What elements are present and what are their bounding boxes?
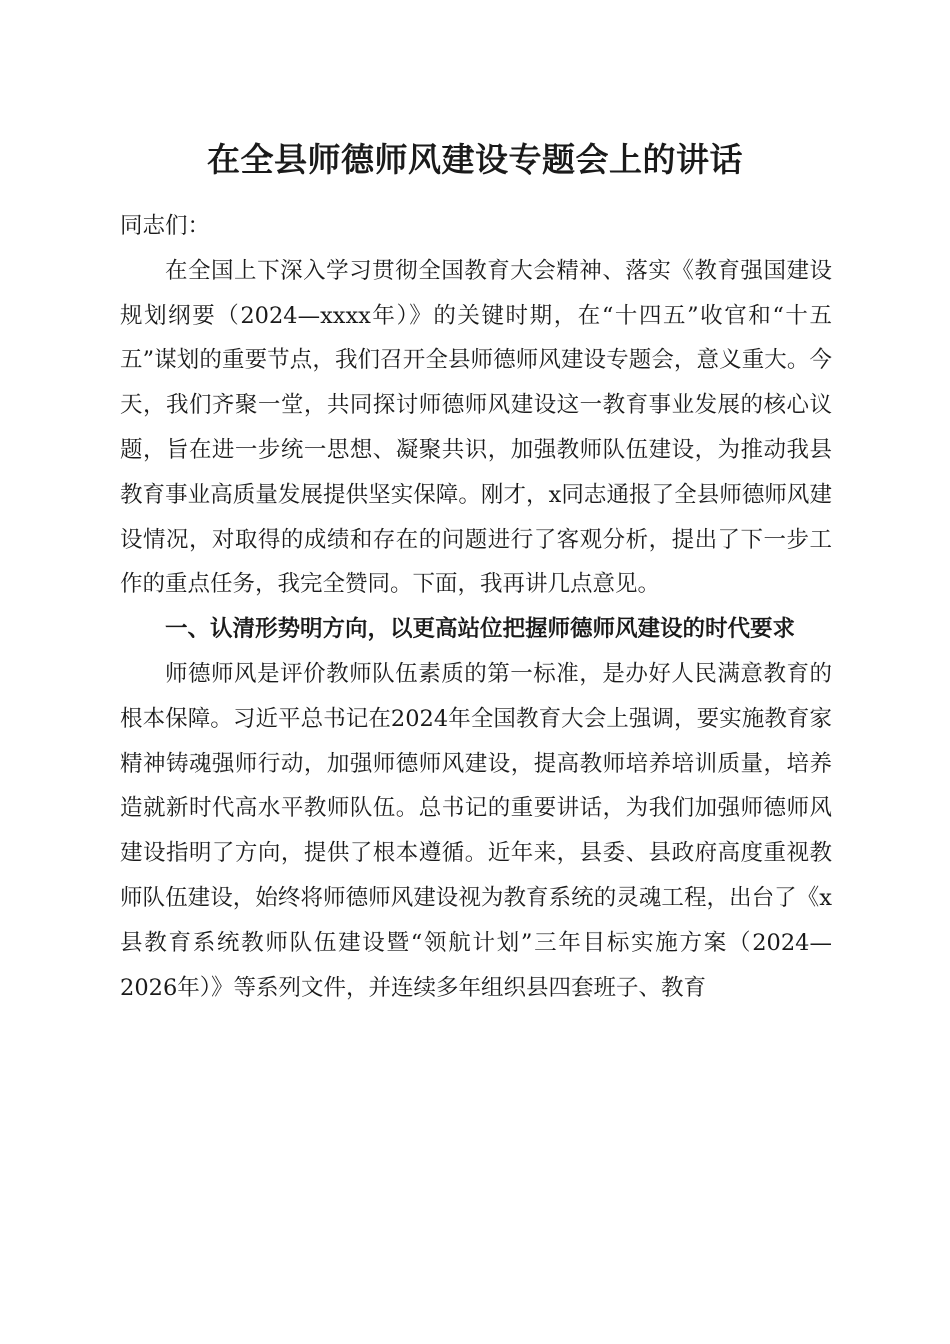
section-heading: 一、认清形势明方向，以更高站位把握师德师风建设的时代要求 (165, 616, 796, 643)
body-paragraph: 在全国上下深入学习贯彻全国教育大会精神、落实《教育强国建设规划纲要（2024—xxxx年）》的关键时期，在“十四五”收官和“十五五”谋划的重要节点，我们召开全县师德师风建设专题会，意义重大。今天，我们齐聚一堂，共同探讨师德师风建设这一教育事业发展的核心议题，旨在进一步统一思想、凝聚共识，加强教师队伍建设，为推动我县教育事业高质量发展提供坚实保障。刚才，x同志通报了全县师德师风建设情况，对取得的成绩和存在的问题进行了客观分析，提出了下一步工作的重点任务，我完全赞同。下面，我再讲几点意见。 (120, 257, 832, 598)
body-paragraph: 师德师风是评价教师队伍素质的第一标准，是办好人民满意教育的根本保障。习近平总书记在2024年全国教育大会上强调，要实施教育家精神铸魂强师行动，加强师德师风建设，提高教师培养培训质量，培养造就新时代高水平教师队伍。总书记的重要讲话，为我们加强师德师风建设指明了方向，提供了根本遵循。近年来，县委、县政府高度重视教师队伍建设，始终将师德师风建设视为教育系统的灵魂工程，出台了《x县教育系统教师队伍建设暨“领航计划”三年目标实施方案（2024—2026年）》等系列文件，并连续多年组织县四套班子、教育 (120, 660, 832, 1001)
document-title: 在全县师德师风建设专题会上的讲话 (207, 140, 743, 179)
salutation: 同志们： (120, 213, 211, 239)
document-body (120, 204, 832, 1010)
